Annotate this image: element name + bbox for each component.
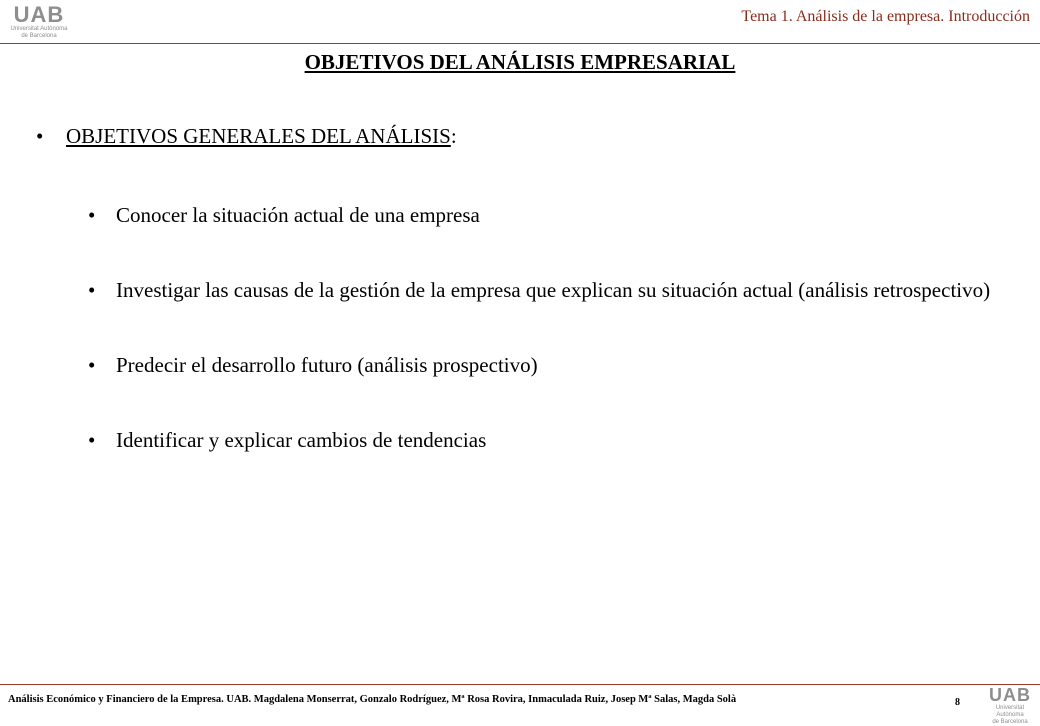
bullet-glyph: • xyxy=(88,278,96,302)
uab-logo-mark: UAB xyxy=(989,685,1031,705)
objectives-list xyxy=(88,200,1030,455)
uab-logo-mark: UAB xyxy=(13,2,65,27)
list-item-text: Identificar y explicar cambios de tendencias xyxy=(116,428,487,452)
uab-logo-line2: de Barcelona xyxy=(992,719,1028,725)
main-bullet xyxy=(36,124,457,149)
bullet-glyph: • xyxy=(88,353,96,377)
slide-title: OBJETIVOS DEL ANÁLISIS EMPRESARIAL xyxy=(304,50,736,74)
uab-logo-line1: Universitat Autònoma xyxy=(10,26,68,32)
list-item xyxy=(88,275,1030,305)
page-number: 8 xyxy=(955,697,960,708)
list-item xyxy=(88,350,1030,380)
bullet-glyph: • xyxy=(36,124,44,148)
uab-logo-bottom xyxy=(983,686,1037,726)
main-bullet-suffix: : xyxy=(450,124,457,148)
bullet-glyph: • xyxy=(88,203,96,227)
list-item-text: Predecir el desarrollo futuro (análisis prospectivo) xyxy=(116,353,538,377)
list-item xyxy=(88,425,1030,455)
bullet-glyph: • xyxy=(88,428,96,452)
uab-logo-top xyxy=(8,4,70,40)
list-item-text: Investigar las causas de la gestión de la empresa que explican su situación actual (análisis retrospectivo) xyxy=(116,278,991,302)
main-bullet-heading: OBJETIVOS GENERALES DEL ANÁLISIS xyxy=(66,124,451,148)
uab-logo-line2: de Barcelona xyxy=(21,33,57,39)
header-divider xyxy=(0,43,1040,44)
slide-topic: Tema 1. Análisis de la empresa. Introducción xyxy=(741,8,1030,25)
footer-credits: Análisis Económico y Financiero de la Empresa. UAB. Magdalena Monserrat, Gonzalo Rodríguez, Mª Rosa Rovira, Inmaculada Ruiz, Josep Mª Salas, Magda Solà xyxy=(8,694,737,705)
list-item xyxy=(88,200,1030,230)
uab-logo-line1: Universitat Autònoma xyxy=(995,705,1025,718)
footer-divider xyxy=(0,684,1040,685)
list-item-text: Conocer la situación actual de una empresa xyxy=(116,203,480,227)
